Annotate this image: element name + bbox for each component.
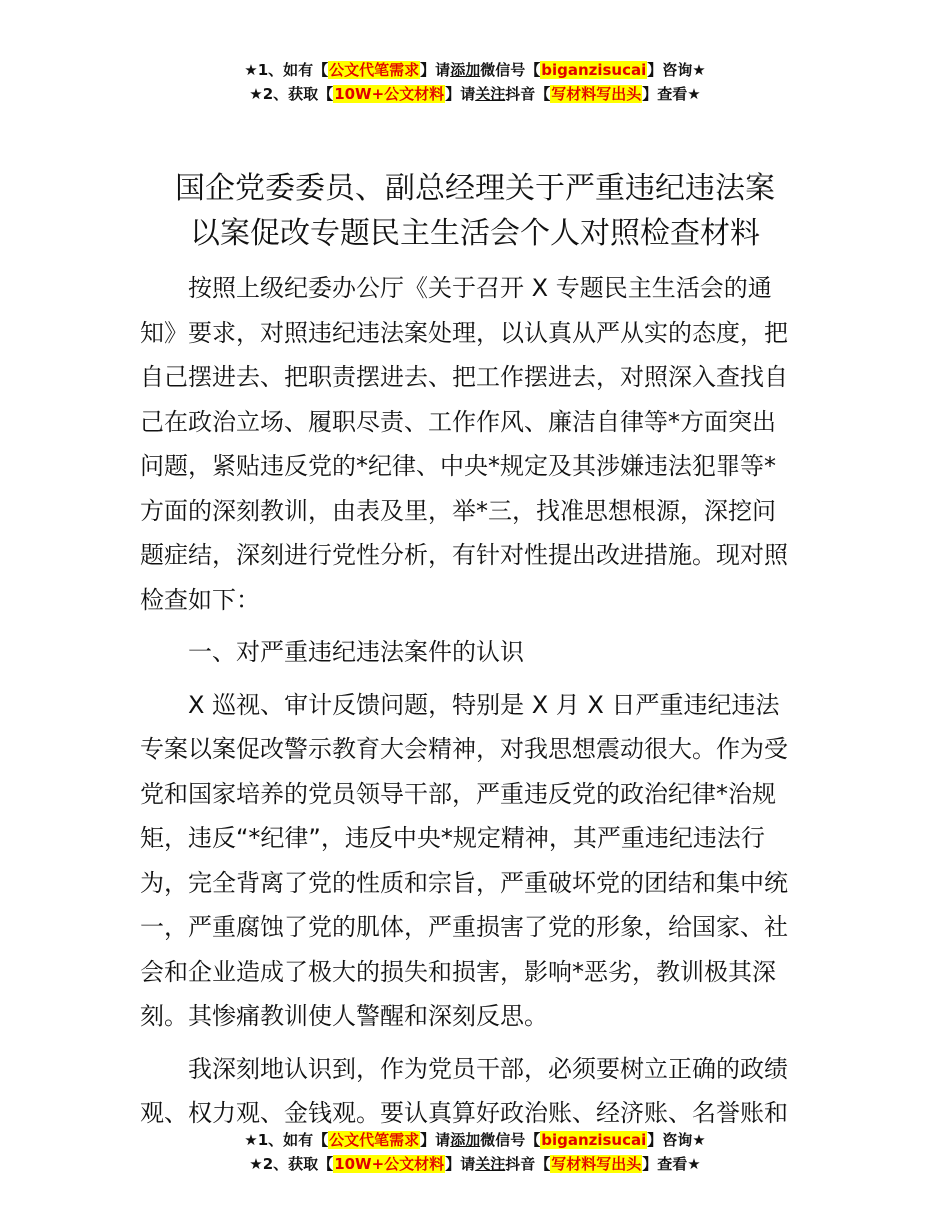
banner-text: 】请 <box>420 1131 451 1149</box>
banner-underline: 关注 <box>475 1155 506 1173</box>
banner-line-2 <box>0 82 950 106</box>
banner-text: 】请 <box>445 85 476 103</box>
document-body <box>140 266 812 1144</box>
title-line-1: 国企党委委员、副总经理关于严重违纪违法案 <box>175 171 775 206</box>
banner-underline: 关注 <box>475 85 506 103</box>
text-line: 方面的深刻教训，由表及里，举*三，找准思想根源，深挖问 <box>140 496 776 525</box>
text-line: 己在政治立场、履职尽责、工作作风、廉洁自律等*方面突出 <box>140 407 776 436</box>
header-banner <box>0 58 950 106</box>
banner-text: 】咨询★ <box>647 61 706 79</box>
text-line: 专案以案促改警示教育大会精神，对我思想震动很大。作为受 <box>140 735 788 763</box>
banner-underline: 添加 <box>450 1131 481 1149</box>
text-line: 矩，违反“*纪律”，违反中央*规定精神，其严重违纪违法行 <box>140 824 765 852</box>
banner-highlight: 10W+公文材料 <box>334 1155 445 1173</box>
banner-text: 】咨询★ <box>647 1131 706 1149</box>
paragraph-understanding <box>140 683 812 1039</box>
text-line: 一，严重腐蚀了党的肌体，严重损害了党的形象，给国家、社 <box>140 913 788 941</box>
title-line-2: 以案促改专题民主生活会个人对照检查材料 <box>190 216 760 251</box>
banner-text: 抖音【 <box>505 85 551 103</box>
banner-highlight: 公文代笔需求 <box>329 1131 420 1149</box>
banner-text: 】查看★ <box>642 1155 701 1173</box>
heading-line: 一、对严重违纪违法案件的认识 <box>140 638 524 666</box>
footer-banner <box>0 1128 950 1176</box>
banner-text: 】请 <box>445 1155 476 1173</box>
banner-highlight: biganzisucai <box>541 1131 647 1149</box>
banner-line-2 <box>0 1152 950 1176</box>
banner-text: 】查看★ <box>642 85 701 103</box>
banner-highlight: 写材料写出头 <box>551 1155 642 1173</box>
text-line: 题症结，深刻进行党性分析，有针对性提出改进措施。现对照 <box>140 541 788 569</box>
text-line: 按照上级纪委办公厅《关于召开 X 专题民主生活会的通 <box>140 274 772 302</box>
paragraph-reflection <box>140 1047 812 1136</box>
text-line: X 巡视、审计反馈问题，特别是 X 月 X 日严重违纪违法 <box>140 690 780 719</box>
paragraph-intro <box>140 266 812 622</box>
banner-text: 抖音【 <box>505 1155 551 1173</box>
banner-highlight: 10W+公文材料 <box>334 85 445 103</box>
banner-text: ★1、如有【 <box>244 61 329 79</box>
banner-highlight: 写材料写出头 <box>551 85 642 103</box>
text-line: 刻。其惨痛教训使人警醒和深刻反思。 <box>140 1002 548 1030</box>
text-line: 党和国家培养的党员领导干部，严重违反党的政治纪律*治规 <box>140 779 776 808</box>
banner-highlight: 公文代笔需求 <box>329 61 420 79</box>
banner-text: ★2、获取【 <box>249 85 334 103</box>
document-title <box>120 166 830 256</box>
text-line: 问题，紧贴违反党的*纪律、中央*规定及其涉嫌违法犯罪等* <box>140 452 776 480</box>
text-line: 自己摆进去、把职责摆进去、把工作摆进去，对照深入查找自 <box>140 363 788 391</box>
text-line: 我深刻地认识到，作为党员干部，必须要树立正确的政绩 <box>140 1054 788 1083</box>
banner-line-1 <box>0 58 950 82</box>
section-heading <box>140 630 812 675</box>
text-line: 会和企业造成了极大的损失和损害，影响*恶劣，教训极其深 <box>140 957 776 986</box>
text-line: 观、权力观、金钱观。要认真算好政治账、经济账、名誉账和 <box>140 1099 788 1127</box>
banner-line-1 <box>0 1128 950 1152</box>
banner-text: ★1、如有【 <box>244 1131 329 1149</box>
text-line: 为，完全背离了党的性质和宗旨，严重破坏党的团结和集中统 <box>140 868 788 897</box>
banner-highlight: biganzisucai <box>541 61 647 79</box>
banner-text: 】请 <box>420 61 451 79</box>
banner-text: 微信号【 <box>480 1131 541 1149</box>
banner-text: ★2、获取【 <box>249 1155 334 1173</box>
text-line: 知》要求，对照违纪违法案处理，以认真从严从实的态度，把 <box>140 318 788 347</box>
text-line: 检查如下： <box>140 585 260 614</box>
banner-text: 微信号【 <box>480 61 541 79</box>
banner-underline: 添加 <box>450 61 481 79</box>
